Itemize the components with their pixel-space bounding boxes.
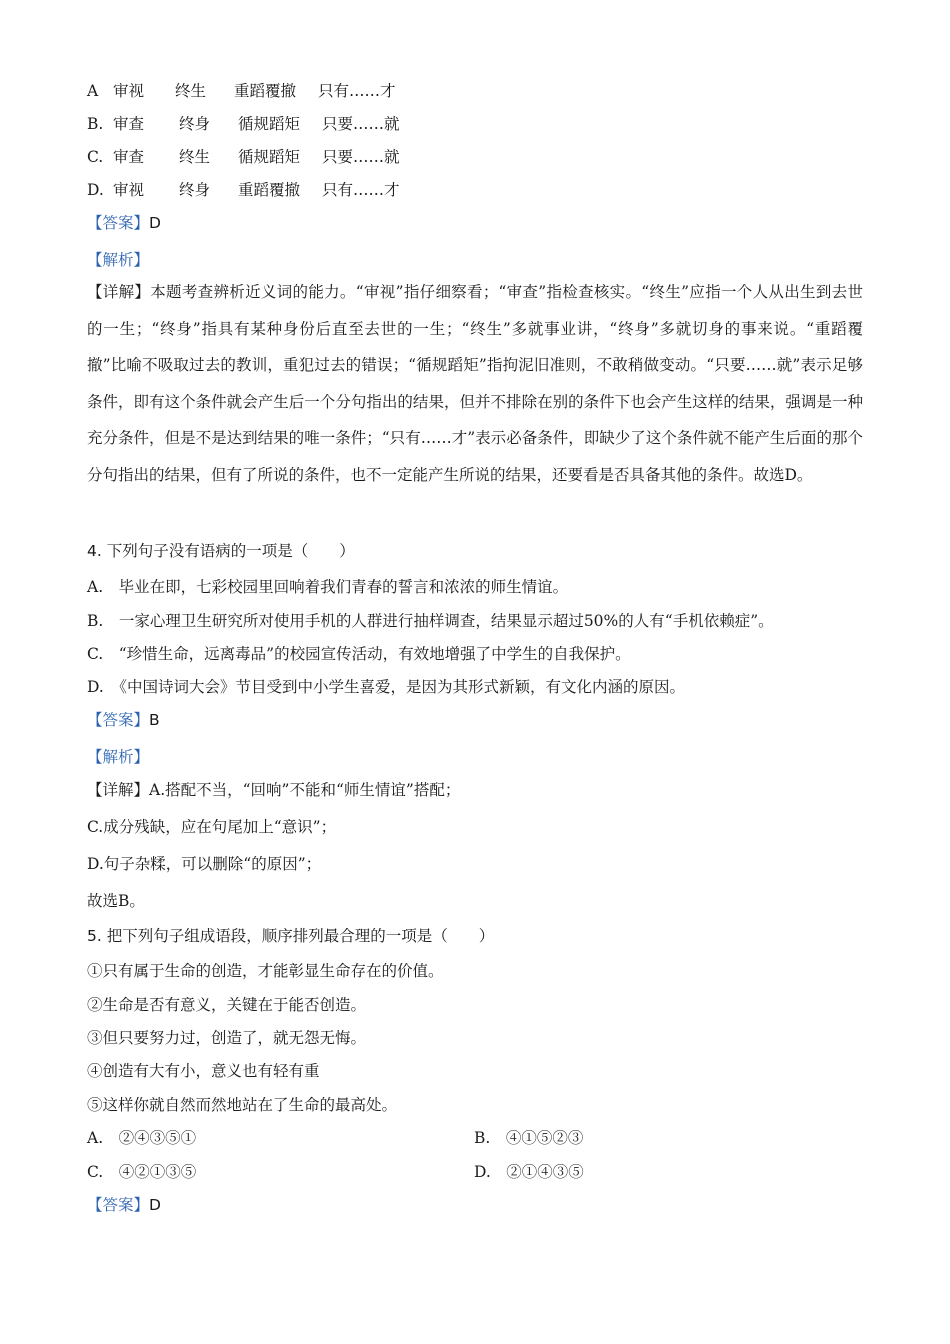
option-word-3: 重蹈覆撤 bbox=[238, 181, 301, 199]
option-letter: C. bbox=[87, 148, 104, 166]
q3-analysis-tag: 【解析】 bbox=[87, 251, 150, 269]
q4-option-b: B. 一家心理卫生研究所对使用手机的人群进行抽样调查，结果显示超过50%的人有“手机依赖症”。 bbox=[87, 612, 774, 630]
option-word-2: 终身 bbox=[179, 181, 211, 199]
q5-sentence-3: ③但只要努力过，创造了，就无怨无悔。 bbox=[87, 1029, 367, 1047]
q4-detail-line-2: C.成分残缺，应在句尾加上“意识”； bbox=[87, 818, 337, 836]
answer-value: D bbox=[149, 1196, 161, 1214]
q3-detail bbox=[87, 274, 863, 493]
option-word-4: 只要……就 bbox=[322, 115, 400, 133]
q4-detail-line-4: 故选B。 bbox=[87, 892, 145, 910]
q5-sentence-4: ④创造有大有小，意义也有轻有重 bbox=[87, 1062, 320, 1080]
option-word-4: 只要……就 bbox=[322, 148, 400, 166]
q3-answer bbox=[87, 213, 161, 233]
q3-option-c bbox=[87, 147, 400, 167]
detail-tag: 【详解】 bbox=[87, 781, 150, 799]
option-word-3: 循规蹈矩 bbox=[238, 115, 301, 133]
detail-text: 本题考查辨析近义词的能力。“审视”指仔细察看；“审查”指检查核实。“终生”应指一个人从出生到去世的一生；“终身”指具有某种身份后直至去世的一生；“终生”多就事业讲，“终身”多就切身的事来说。“重蹈覆撤”比喻不吸取过去的教训，重犯过去的错误；“循规蹈矩”指拘泥旧准则，不敢稍做变动。“只要……就”表示足够条件，即有这个条件就会产生后一个分句指出的结果，但并不排除在别的条件下也会产生这样的结果，强调是一种充分条件，但是不是达到结果的唯一条件；“只有……才”表示必备条件，即缺少了这个条件就不能产生后面的那个分句指出的结果，但有了所说的条件，也不一定能产生所说的结果，还要看是否具备其他的条件。故选D。 bbox=[87, 283, 863, 484]
q5-option-a: A. ②④③⑤① bbox=[87, 1129, 197, 1147]
option-word-3: 循规蹈矩 bbox=[238, 148, 301, 166]
q4-option-d: D. 《中国诗词大会》节目受到中小学生喜爱，是因为其形式新颖，有文化内涵的原因。 bbox=[87, 678, 686, 696]
option-word-3: 重蹈覆撤 bbox=[234, 82, 297, 100]
answer-tag: 【答案】 bbox=[87, 214, 150, 232]
option-letter: D. bbox=[87, 181, 104, 199]
answer-tag: 【答案】 bbox=[87, 711, 150, 729]
option-word-4: 只有……才 bbox=[318, 82, 396, 100]
q5-sentence-1: ①只有属于生命的创造，才能彰显生命存在的价值。 bbox=[87, 962, 444, 980]
answer-value: B bbox=[149, 711, 160, 729]
q5-option-c: C. ④②①③⑤ bbox=[87, 1163, 197, 1181]
option-letter: A bbox=[87, 82, 99, 100]
q5-sentence-5: ⑤这样你就自然而然地站在了生命的最高处。 bbox=[87, 1096, 398, 1114]
option-word-2: 终生 bbox=[179, 148, 211, 166]
option-letter: B. bbox=[87, 115, 104, 133]
option-word-1: 审视 bbox=[113, 82, 145, 100]
q4-answer bbox=[87, 710, 160, 730]
q4-detail-line-1: 【详解】A.搭配不当，“回响”不能和“师生情谊”搭配； bbox=[87, 781, 461, 799]
option-word-1: 审查 bbox=[113, 148, 145, 166]
answer-value: D bbox=[149, 214, 161, 232]
option-word-2: 终身 bbox=[179, 115, 211, 133]
q3-option-d bbox=[87, 180, 400, 200]
q4-title: 4. 下列句子没有语病的一项是（ ） bbox=[87, 542, 355, 560]
q3-option-a bbox=[87, 81, 396, 101]
q5-sentence-2: ②生命是否有意义，关键在于能否创造。 bbox=[87, 996, 367, 1014]
q4-option-c: C. “珍惜生命，远离毒品”的校园宣传活动，有效地增强了中学生的自我保护。 bbox=[87, 645, 631, 663]
detail-tag: 【详解】 bbox=[87, 283, 151, 301]
option-word-2: 终生 bbox=[175, 82, 207, 100]
q4-detail-line-3: D.句子杂糅，可以删除“的原因”； bbox=[87, 855, 322, 873]
q4-analysis-tag: 【解析】 bbox=[87, 748, 150, 766]
q3-option-b bbox=[87, 114, 400, 134]
option-word-4: 只有……才 bbox=[322, 181, 400, 199]
q5-title: 5. 把下列句子组成语段，顺序排列最合理的一项是（ ） bbox=[87, 927, 495, 945]
q5-answer bbox=[87, 1195, 161, 1215]
option-word-1: 审查 bbox=[113, 115, 145, 133]
q5-option-b: B. ④①⑤②③ bbox=[474, 1129, 584, 1147]
q5-option-d: D. ②①④③⑤ bbox=[474, 1163, 584, 1181]
option-word-1: 审视 bbox=[113, 181, 145, 199]
q4-option-a: A. 毕业在即，七彩校园里回响着我们青春的誓言和浓浓的师生情谊。 bbox=[87, 578, 569, 596]
answer-tag: 【答案】 bbox=[87, 1196, 150, 1214]
